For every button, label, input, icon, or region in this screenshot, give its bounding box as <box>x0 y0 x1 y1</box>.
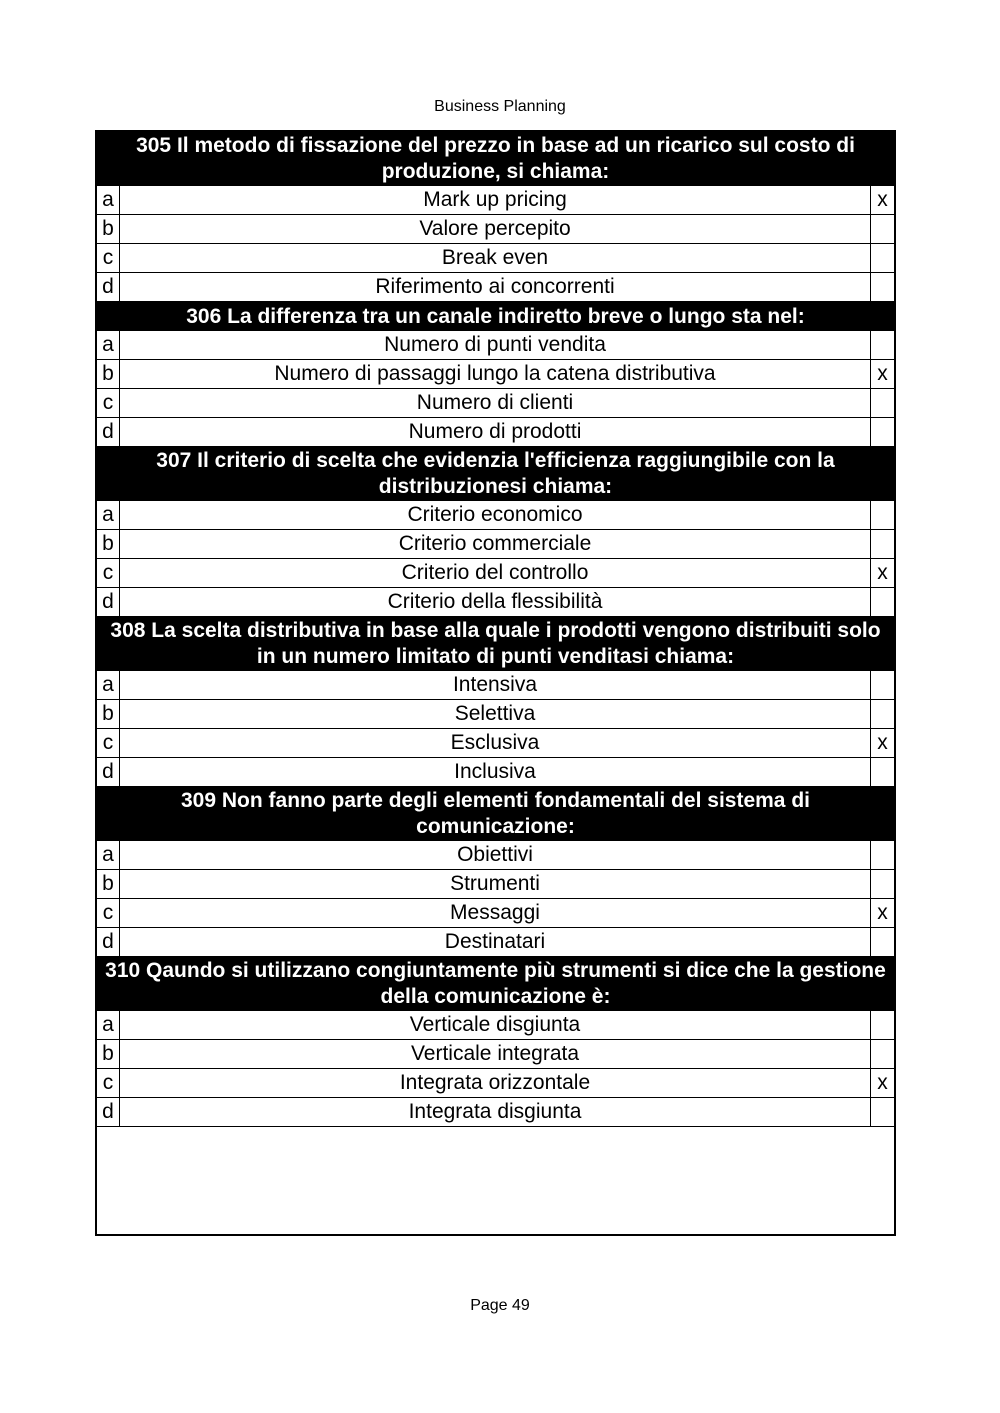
answer-mark <box>870 273 894 301</box>
option-row <box>97 1040 894 1069</box>
answer-mark: x <box>870 186 894 214</box>
question-heading: 306 La differenza tra un canale indiretto breve o lungo sta nel: <box>97 302 894 331</box>
option-letter: c <box>97 1069 120 1097</box>
option-text: Break even <box>441 246 549 269</box>
answer-mark <box>870 215 894 243</box>
option-letter: d <box>97 588 120 616</box>
answer-mark <box>870 389 894 417</box>
answer-mark <box>870 671 894 699</box>
option-text: Destinatari <box>444 930 546 953</box>
option-letter: c <box>97 729 120 757</box>
option-row <box>97 215 894 244</box>
option-text: Criterio commerciale <box>398 532 592 555</box>
option-letter: c <box>97 899 120 927</box>
page-header: Business Planning <box>434 98 566 115</box>
option-text: Numero di clienti <box>416 391 574 414</box>
option-letter: d <box>97 273 120 301</box>
option-row <box>97 501 894 530</box>
option-text: Integrata orizzontale <box>399 1071 591 1094</box>
option-letter: d <box>97 418 120 446</box>
option-letter: b <box>97 215 120 243</box>
option-text: Esclusiva <box>450 731 540 754</box>
option-text: Criterio della flessibilità <box>387 590 603 613</box>
option-letter: c <box>97 559 120 587</box>
option-row <box>97 841 894 870</box>
answer-mark <box>870 1040 894 1068</box>
answer-mark: x <box>870 729 894 757</box>
option-letter: b <box>97 360 120 388</box>
option-row <box>97 758 894 787</box>
option-letter: c <box>97 244 120 272</box>
option-letter: c <box>97 389 120 417</box>
option-letter: a <box>97 841 120 869</box>
option-row <box>97 186 894 215</box>
option-letter: b <box>97 870 120 898</box>
page-number: Page 49 <box>470 1297 530 1314</box>
option-letter: a <box>97 501 120 529</box>
answer-mark: x <box>870 360 894 388</box>
answer-mark <box>870 501 894 529</box>
option-letter: a <box>97 1011 120 1039</box>
option-text: Criterio economico <box>407 503 583 526</box>
option-row <box>97 530 894 559</box>
option-text: Messaggi <box>450 901 540 924</box>
option-letter: d <box>97 1098 120 1126</box>
option-row <box>97 1098 894 1127</box>
option-row <box>97 244 894 273</box>
question-heading: 309 Non fanno parte degli elementi fondamentali del sistema di comunicazione: <box>97 787 894 841</box>
option-row <box>97 899 894 928</box>
option-row <box>97 360 894 389</box>
option-letter: a <box>97 671 120 699</box>
option-text: Valore percepito <box>419 217 571 240</box>
question-heading: 307 Il criterio di scelta che evidenzia l'efficienza raggiungibile con la distribuzionesi chiama: <box>97 447 894 501</box>
option-letter: d <box>97 758 120 786</box>
option-letter: b <box>97 1040 120 1068</box>
option-text: Strumenti <box>450 872 540 895</box>
answer-mark: x <box>870 559 894 587</box>
option-letter: d <box>97 928 120 956</box>
option-text: Inclusiva <box>454 760 536 783</box>
answer-mark <box>870 244 894 272</box>
option-row <box>97 700 894 729</box>
answer-mark <box>870 928 894 956</box>
option-letter: a <box>97 186 120 214</box>
option-row <box>97 1069 894 1098</box>
option-row <box>97 1011 894 1040</box>
option-text: Obiettivi <box>457 843 533 866</box>
option-text: Integrata disgiunta <box>408 1100 582 1123</box>
answer-mark: x <box>870 1069 894 1097</box>
option-text: Verticale integrata <box>410 1042 580 1065</box>
option-text: Numero di punti vendita <box>384 333 606 356</box>
question-heading: 310 Qaundo si utilizzano congiuntamente più strumenti si dice che la gestione della comunicazione è: <box>97 957 894 1011</box>
option-text: Riferimento ai concorrenti <box>375 275 615 298</box>
answer-mark <box>870 1011 894 1039</box>
answer-mark <box>870 758 894 786</box>
answer-mark <box>870 588 894 616</box>
option-row <box>97 273 894 302</box>
option-row <box>97 559 894 588</box>
answer-mark <box>870 1098 894 1126</box>
question-heading: 305 Il metodo di fissazione del prezzo in base ad un ricarico sul costo di produzione, si chiama: <box>97 132 894 186</box>
option-text: Verticale disgiunta <box>409 1013 581 1036</box>
question-heading: 308 La scelta distributiva in base alla quale i prodotti vengono distribuiti solo in un numero limitato di punti venditasi chiama: <box>97 617 894 671</box>
option-row <box>97 588 894 617</box>
answer-mark: x <box>870 899 894 927</box>
option-letter: b <box>97 530 120 558</box>
option-text: Selettiva <box>454 702 536 725</box>
option-row <box>97 671 894 700</box>
quiz-table <box>95 130 896 1236</box>
answer-mark <box>870 841 894 869</box>
option-text: Criterio del controllo <box>401 561 589 584</box>
answer-mark <box>870 870 894 898</box>
option-row <box>97 389 894 418</box>
option-letter: b <box>97 700 120 728</box>
option-row <box>97 928 894 957</box>
option-row <box>97 870 894 899</box>
answer-mark <box>870 418 894 446</box>
option-row <box>97 418 894 447</box>
option-text: Intensiva <box>452 673 538 696</box>
option-letter: a <box>97 331 120 359</box>
option-text: Numero di prodotti <box>408 420 582 443</box>
answer-mark <box>870 530 894 558</box>
option-row <box>97 331 894 360</box>
option-text: Numero di passaggi lungo la catena distributiva <box>274 362 716 385</box>
answer-mark <box>870 331 894 359</box>
option-text: Mark up pricing <box>423 188 567 211</box>
option-row <box>97 729 894 758</box>
answer-mark <box>870 700 894 728</box>
